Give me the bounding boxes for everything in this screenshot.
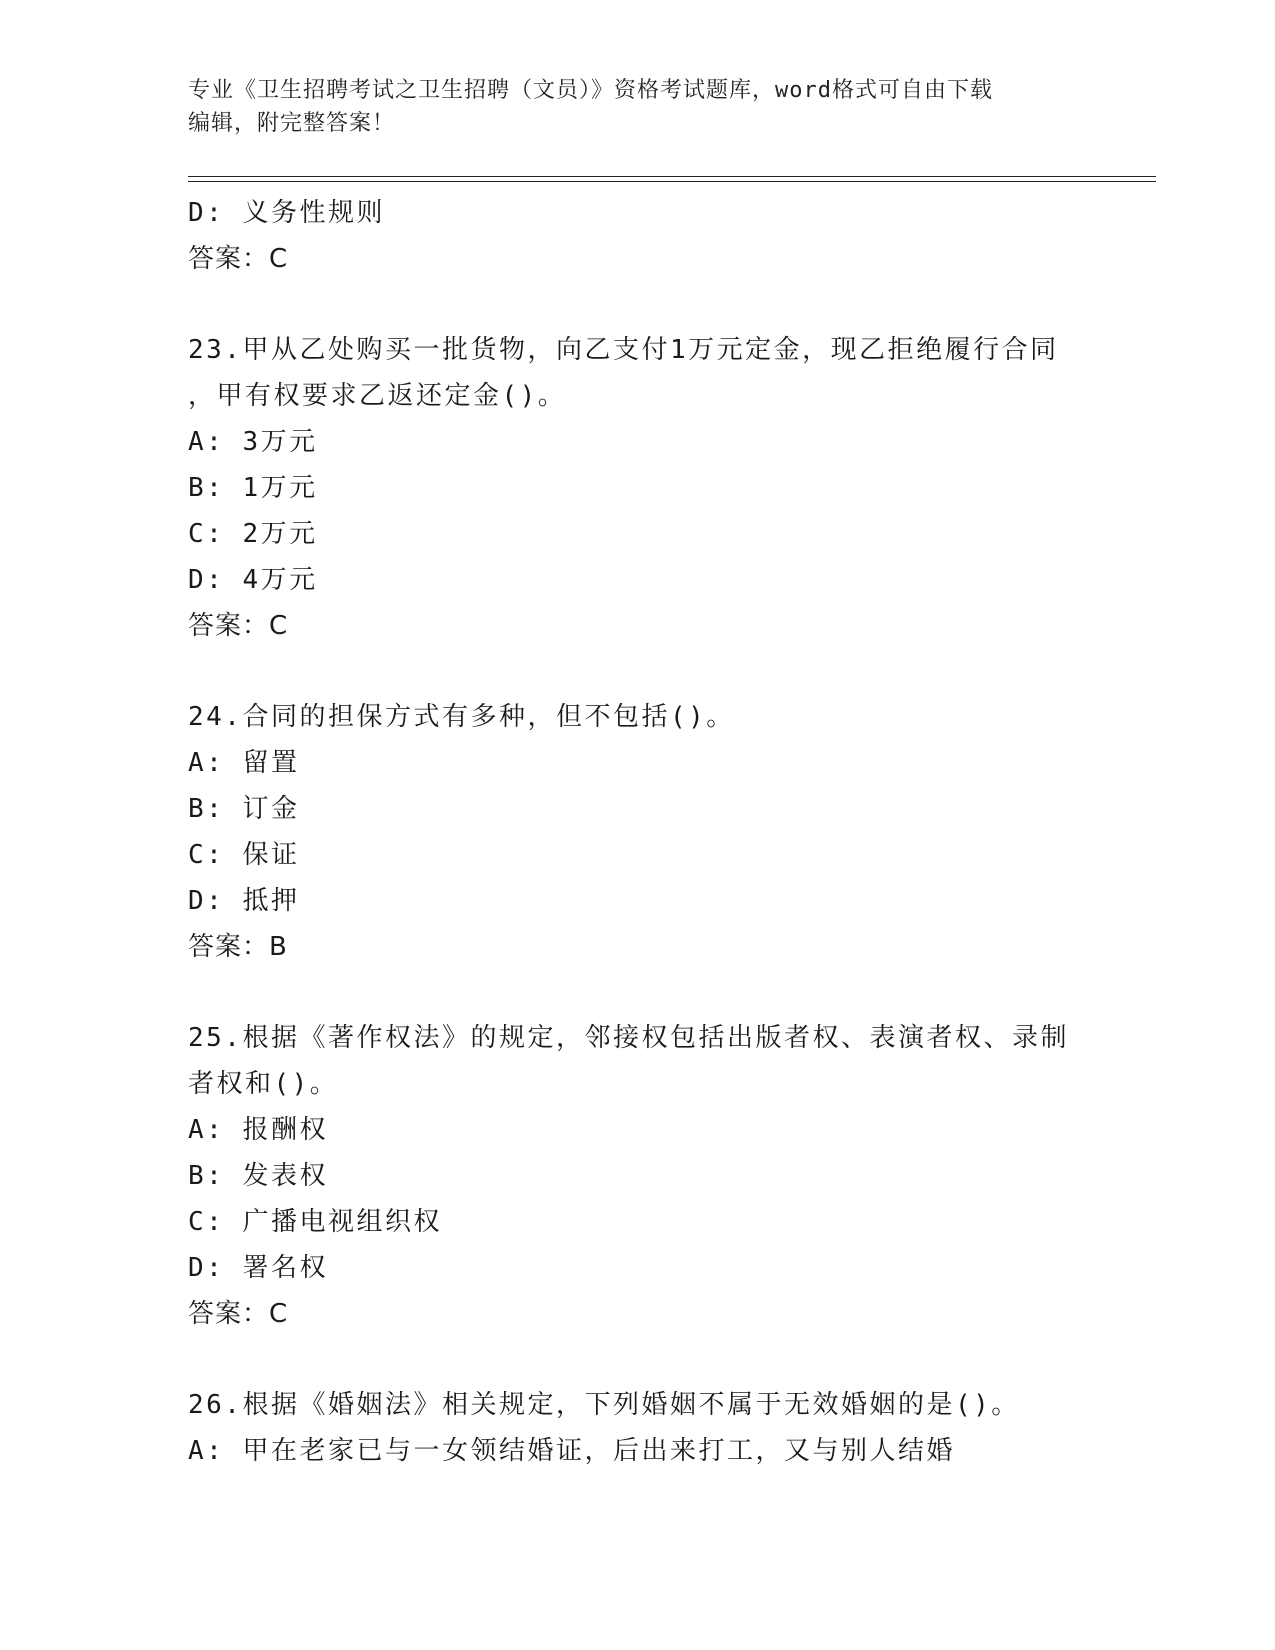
option-d: D: 4万元 — [188, 565, 318, 595]
option-b: B: 1万元 — [188, 473, 318, 503]
spacer — [188, 970, 1088, 1015]
question-26 — [188, 1382, 1088, 1474]
option-d: D: 署名权 — [188, 1253, 328, 1283]
option-a: A: 报酬权 — [188, 1115, 328, 1145]
question-stem-line: 24.合同的担保方式有多种，但不包括()。 — [188, 702, 735, 732]
option-b: B: 订金 — [188, 794, 300, 824]
header-divider-top — [188, 176, 1156, 177]
question-23 — [188, 327, 1088, 649]
option-d: D: 抵押 — [188, 886, 300, 916]
spacer — [188, 649, 1088, 694]
question-25 — [188, 1015, 1088, 1337]
answer-line: 答案：C — [188, 244, 289, 274]
header-line-1: 专业《卫生招聘考试之卫生招聘（文员）》资格考试题库，word格式可自由下载 — [188, 78, 993, 103]
option-d: D: 义务性规则 — [188, 198, 385, 228]
option-b: B: 发表权 — [188, 1161, 328, 1191]
answer-line: 答案：B — [188, 932, 288, 962]
spacer — [188, 1337, 1088, 1382]
question-stem-line: 者权和()。 — [188, 1069, 339, 1099]
question-stem-line: 26.根据《婚姻法》相关规定，下列婚姻不属于无效婚姻的是()。 — [188, 1390, 1020, 1420]
question-stem-line: 23.甲从乙处购买一批货物，向乙支付1万元定金，现乙拒绝履行合同 — [188, 335, 1059, 365]
question-22-tail — [188, 190, 1088, 282]
header-line-2: 编辑，附完整答案！ — [188, 111, 396, 136]
option-c: C: 保证 — [188, 840, 300, 870]
option-a: A: 3万元 — [188, 427, 318, 457]
option-c: C: 广播电视组织权 — [188, 1207, 442, 1237]
question-stem-line: 25.根据《著作权法》的规定，邻接权包括出版者权、表演者权、录制 — [188, 1023, 1069, 1053]
question-24 — [188, 694, 1088, 970]
header-divider-bottom — [188, 181, 1156, 182]
question-stem-line: ，甲有权要求乙返还定金()。 — [188, 381, 567, 411]
answer-line: 答案：C — [188, 1299, 289, 1329]
option-a: A: 甲在老家已与一女领结婚证，后出来打工，又与别人结婚 — [188, 1436, 955, 1466]
answer-line: 答案：C — [188, 611, 289, 641]
spacer — [188, 282, 1088, 327]
option-c: C: 2万元 — [188, 519, 318, 549]
document-header — [188, 74, 1088, 140]
option-a: A: 留置 — [188, 748, 300, 778]
question-list — [188, 190, 1088, 1474]
